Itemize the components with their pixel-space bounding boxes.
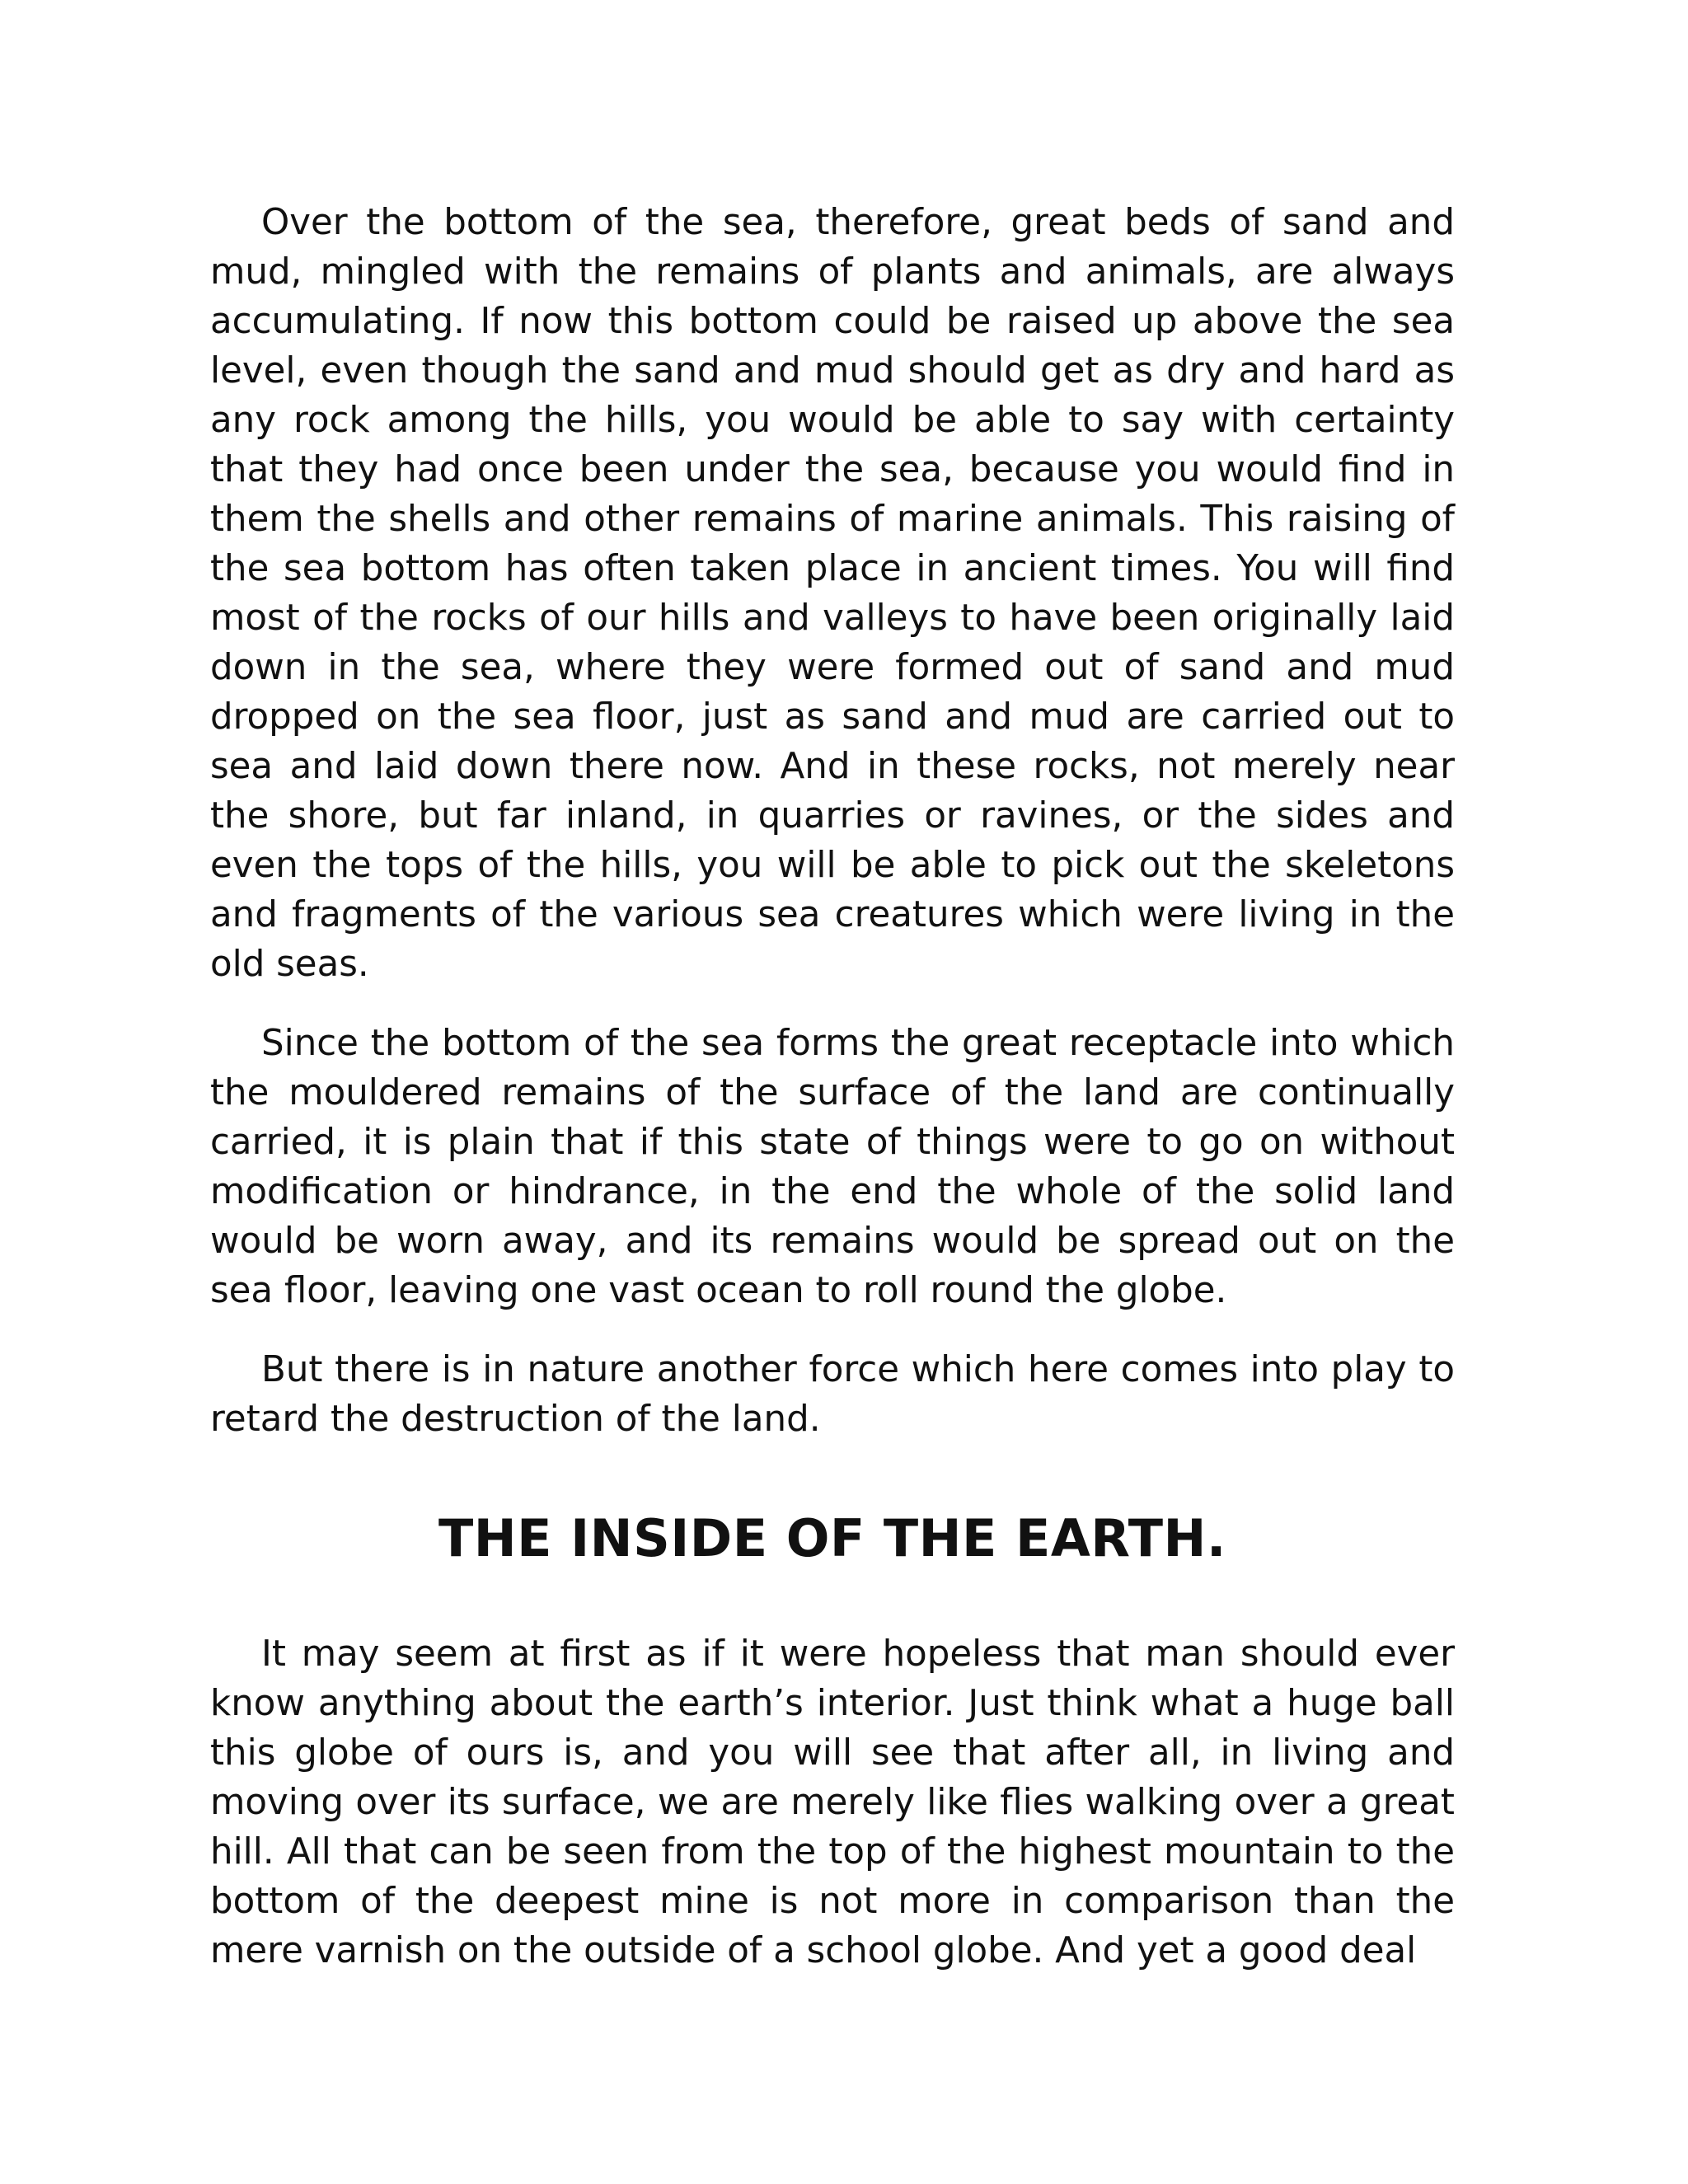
section-heading: THE INSIDE OF THE EARTH. [438,1508,1226,1568]
paragraph: Over the bottom of the sea, therefore, great beds of sand and mud, mingled with the remains of plants and animals, are always accumulating. If now this bottom could be raised up above the sea level, even though the sand and mud should get as dry and hard as any rock among the hills, you would be able to say with certainty that they had once been under the sea, because you would find in them the shells and other remains of marine animals. This raising of the sea bottom has often taken place in ancient times. You will find most of the rocks of our hills and valleys to have been originally laid down in the sea, where they were formed out of sand and mud dropped on the sea floor, just as sand and mud are carried out to sea and laid down there now. And in these rocks, not merely near the shore, but far inland, in quarries or ravines, or the sides and even the tops of the hills, you will be able to pick out the skeletons and fragments of the various sea creatures which were living in the old seas. [210,202,1455,985]
page-body [210,198,1455,2005]
paragraph: But there is in nature another force which here comes into play to retard the destruction of the land. [210,1349,1455,1440]
paragraph: It may seem at first as if it were hopeless that man should ever know anything about the earth’s interior. Just think what a huge ball this globe of ours is, and you will see that after all, in living and moving over its surface, we are merely like flies walking over a great hill. All that can be seen from the top of the highest mountain to the bottom of the deepest mine is not more in comparison than the mere varnish on the outside of a school globe. And yet a good deal [210,1633,1455,1971]
paragraph: Since the bottom of the sea forms the great receptacle into which the mouldered remains of the surface of the land are continually carried, it is plain that if this state of things were to go on without modification or hindrance, in the end the whole of the solid land would be worn away, and its remains would be spread out on the sea floor, leaving one vast ocean to roll round the globe. [210,1023,1455,1311]
